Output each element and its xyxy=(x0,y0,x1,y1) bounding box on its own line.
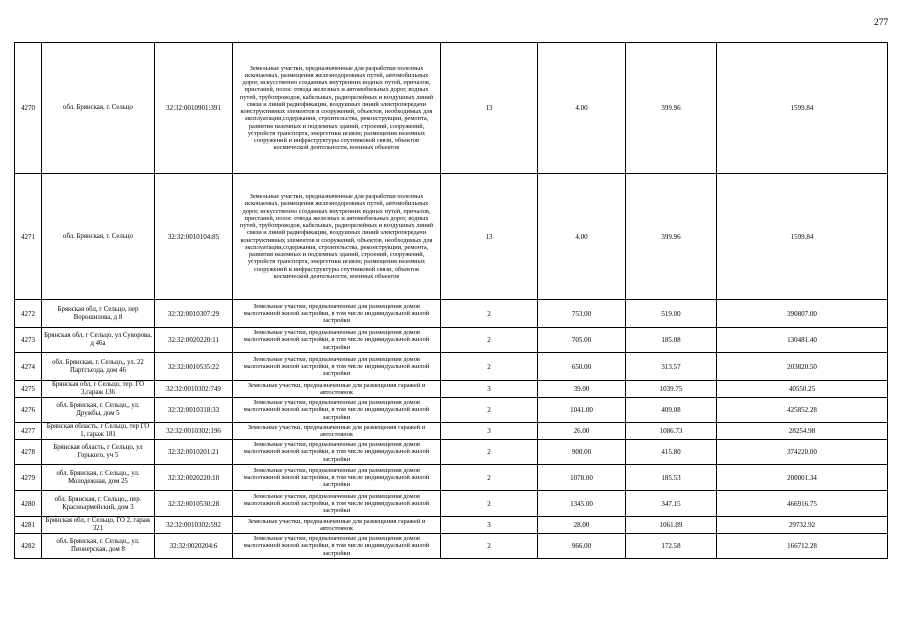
row-number: 4270 xyxy=(15,43,42,174)
row-address: Брянская обл, г Сельцо, пер Ворошилова, д 8 xyxy=(42,300,155,328)
row-use-code: 3 xyxy=(441,423,538,440)
row-number: 4275 xyxy=(15,381,42,398)
row-land-use-purpose: Земельные участки, предназначенные для размещения домов малоэтажной жилой застройки, в том числе индивидуальной жилой застройки xyxy=(233,534,441,559)
row-cadastral-number: 32:32:0010302:196 xyxy=(155,423,233,440)
row-address: Брянская обл, г Сельцо, ГО 2, гараж 321 xyxy=(42,517,155,534)
row-address: обл. Брянская, г. Сельцо xyxy=(42,43,155,174)
row-specific-value: 399.96 xyxy=(626,174,717,300)
table-row xyxy=(15,398,888,423)
row-area: 26.00 xyxy=(538,423,626,440)
row-cadastral-number: 32:32:0020204:6 xyxy=(155,534,233,559)
row-number: 4276 xyxy=(15,398,42,423)
row-specific-value: 409.08 xyxy=(626,398,717,423)
row-cadastral-value: 130481.40 xyxy=(717,328,888,353)
table-row xyxy=(15,43,888,174)
row-area: 4.00 xyxy=(538,43,626,174)
row-cadastral-value: 374220.00 xyxy=(717,440,888,465)
row-use-code: 2 xyxy=(441,534,538,559)
row-area: 966.00 xyxy=(538,534,626,559)
row-cadastral-value: 166712.28 xyxy=(717,534,888,559)
row-number: 4271 xyxy=(15,174,42,300)
row-use-code: 2 xyxy=(441,353,538,381)
table-row xyxy=(15,465,888,491)
row-cadastral-value: 28254.98 xyxy=(717,423,888,440)
row-cadastral-value: 203820.50 xyxy=(717,353,888,381)
row-specific-value: 519.00 xyxy=(626,300,717,328)
row-cadastral-value: 466916.75 xyxy=(717,491,888,517)
row-cadastral-number: 32:32:0010201:21 xyxy=(155,440,233,465)
table-row xyxy=(15,381,888,398)
row-cadastral-value: 40550.25 xyxy=(717,381,888,398)
table-row xyxy=(15,300,888,328)
table-row xyxy=(15,517,888,534)
row-area: 39.00 xyxy=(538,381,626,398)
row-land-use-purpose: Земельные участки, предназначенные для размещения домов малоэтажной жилой застройки, в том числе индивидуальной жилой застройки xyxy=(233,491,441,517)
row-address: Брянская область, г Сельцо, тер ГО 1, гараж 181 xyxy=(42,423,155,440)
table-row xyxy=(15,423,888,440)
row-land-use-purpose: Земельные участки, предназначенные для размещения гаражей и автостоянок xyxy=(233,381,441,398)
row-use-code: 2 xyxy=(441,398,538,423)
row-number: 4281 xyxy=(15,517,42,534)
row-specific-value: 1061.89 xyxy=(626,517,717,534)
row-address: Брянская обл, г Сельцо, тер. ГО 3,гараж 136 xyxy=(42,381,155,398)
row-land-use-purpose: Земельные участки, предназначенные для размещения домов малоэтажной жилой застройки, в том числе индивидуальной жилой застройки xyxy=(233,440,441,465)
row-cadastral-value: 29732.92 xyxy=(717,517,888,534)
row-use-code: 13 xyxy=(441,43,538,174)
row-number: 4277 xyxy=(15,423,42,440)
row-land-use-purpose: Земельные участки, предназначенные для размещения домов малоэтажной жилой застройки, в том числе индивидуальной жилой застройки xyxy=(233,300,441,328)
row-number: 4280 xyxy=(15,491,42,517)
row-use-code: 2 xyxy=(441,440,538,465)
row-address: обл. Брянская, г. Сельцо,, пер. Красноармейский, дом 3 xyxy=(42,491,155,517)
row-land-use-purpose: Земельные участки, предназначенные для размещения домов малоэтажной жилой застройки, в том числе индивидуальной жилой застройки xyxy=(233,398,441,423)
row-specific-value: 1086.73 xyxy=(626,423,717,440)
row-use-code: 13 xyxy=(441,174,538,300)
row-land-use-purpose: Земельные участки, предназначенные для размещения домов малоэтажной жилой застройки, в том числе индивидуальной жилой застройки xyxy=(233,465,441,491)
row-cadastral-number: 32:32:0010901:391 xyxy=(155,43,233,174)
row-specific-value: 399.96 xyxy=(626,43,717,174)
table-row xyxy=(15,174,888,300)
row-address: обл. Брянская, г. Сельцо,, ул. Дружбы, дом 5 xyxy=(42,398,155,423)
row-cadastral-value: 200001.34 xyxy=(717,465,888,491)
table-row xyxy=(15,328,888,353)
row-area: 753.00 xyxy=(538,300,626,328)
registry-body xyxy=(15,43,888,559)
row-cadastral-number: 32:32:0010302:749 xyxy=(155,381,233,398)
row-land-use-purpose: Земельные участки, предназначенные для размещения домов малоэтажной жилой застройки, в том числе индивидуальной жилой застройки xyxy=(233,328,441,353)
table-row xyxy=(15,491,888,517)
row-land-use-purpose: Земельные участки, предназначенные для размещения гаражей и автостоянок xyxy=(233,423,441,440)
table-row xyxy=(15,534,888,559)
row-land-use-purpose: Земельные участки, предназначенные для разработки полезных ископаемых, размещения железнодорожных путей, автомобильных дорог, искусственно созданных внутренних водных путей, причалов, пристаней, полос отвода железных и автомобильных дорог, водных путей, трубопроводов, кабельных, радиорелейных и воздушных линий связи и линий радиофикации, воздушных линий электропередачи конструктивных элементов и сооружений, объектов, необходимых для эксплуатации,содержания, строительства, реконструкции, ремонта, развития наземных и подземных зданий, строений, сооружений, устройств транспорта, энергетики исвязи; размещения наземных сооружений и инфраструктуры спутниковой связи, объектов космической деятельности, военных объектов xyxy=(233,174,441,300)
land-registry-table xyxy=(14,42,888,559)
row-area: 1041.00 xyxy=(538,398,626,423)
row-address: обл. Брянская, г. Сельцо,, ул. 22 Партсъезда, дом 46 xyxy=(42,353,155,381)
row-specific-value: 313.57 xyxy=(626,353,717,381)
row-address: Брянская обл, г Сельцо, ул Суворова, д 46а xyxy=(42,328,155,353)
row-land-use-purpose: Земельные участки, предназначенные для размещения гаражей и автостоянок xyxy=(233,517,441,534)
row-area: 4.00 xyxy=(538,174,626,300)
row-cadastral-value: 390807.00 xyxy=(717,300,888,328)
row-land-use-purpose: Земельные участки, предназначенные для размещения домов малоэтажной жилой застройки, в том числе индивидуальной жилой застройки xyxy=(233,353,441,381)
row-cadastral-number: 32:32:0010530:28 xyxy=(155,491,233,517)
page-number: 277 xyxy=(874,18,889,28)
row-cadastral-number: 32:32:0010318:33 xyxy=(155,398,233,423)
row-specific-value: 185.53 xyxy=(626,465,717,491)
row-area: 1345.00 xyxy=(538,491,626,517)
row-address: Брянская область, г Сельцо, ул Горького, уч 5 xyxy=(42,440,155,465)
row-use-code: 3 xyxy=(441,381,538,398)
row-specific-value: 347.15 xyxy=(626,491,717,517)
table-row xyxy=(15,353,888,381)
row-address: обл. Брянская, г. Сельцо,, ул. Пионерская, дом 8 xyxy=(42,534,155,559)
row-land-use-purpose: Земельные участки, предназначенные для разработки полезных ископаемых, размещения железнодорожных путей, автомобильных дорог, искусственно созданных внутренних водных путей, причалов, пристаней, полос отвода железных и автомобильных дорог, водных путей, трубопроводов, кабельных, радиорелейных и воздушных линий связи и линий радиофикации, воздушных линий электропередачи конструктивных элементов и сооружений, объектов, необходимых для эксплуатации,содержания, строительства, реконструкции, ремонта, развития наземных и подземных зданий, строений, сооружений, устройств транспорта, энергетики исвязи; размещения наземных сооружений и инфраструктуры спутниковой связи, объектов космической деятельности, военных объектов xyxy=(233,43,441,174)
row-use-code: 3 xyxy=(441,517,538,534)
row-use-code: 2 xyxy=(441,491,538,517)
row-cadastral-number: 32:32:0010535:22 xyxy=(155,353,233,381)
row-cadastral-value: 1599.84 xyxy=(717,43,888,174)
row-area: 650.00 xyxy=(538,353,626,381)
row-use-code: 2 xyxy=(441,300,538,328)
row-cadastral-value: 1599.84 xyxy=(717,174,888,300)
row-area: 900.00 xyxy=(538,440,626,465)
row-number: 4273 xyxy=(15,328,42,353)
row-cadastral-value: 425852.28 xyxy=(717,398,888,423)
row-cadastral-number: 32:32:0020220:18 xyxy=(155,465,233,491)
row-specific-value: 185.08 xyxy=(626,328,717,353)
row-number: 4282 xyxy=(15,534,42,559)
row-number: 4272 xyxy=(15,300,42,328)
row-use-code: 2 xyxy=(441,465,538,491)
row-cadastral-number: 32:32:0010104:85 xyxy=(155,174,233,300)
row-cadastral-number: 32:32:0020220:11 xyxy=(155,328,233,353)
row-specific-value: 1039.75 xyxy=(626,381,717,398)
row-number: 4279 xyxy=(15,465,42,491)
row-address: обл. Брянская, г. Сельцо xyxy=(42,174,155,300)
row-specific-value: 415.80 xyxy=(626,440,717,465)
row-area: 705.00 xyxy=(538,328,626,353)
row-use-code: 2 xyxy=(441,328,538,353)
row-cadastral-number: 32:32:0010307:29 xyxy=(155,300,233,328)
row-number: 4278 xyxy=(15,440,42,465)
table-row xyxy=(15,440,888,465)
row-area: 1078.00 xyxy=(538,465,626,491)
row-area: 28.00 xyxy=(538,517,626,534)
row-address: обл. Брянская, г. Сельцо,, ул. Молодежная, дом 25 xyxy=(42,465,155,491)
row-number: 4274 xyxy=(15,353,42,381)
row-specific-value: 172.58 xyxy=(626,534,717,559)
row-cadastral-number: 32:32:0010302:592 xyxy=(155,517,233,534)
